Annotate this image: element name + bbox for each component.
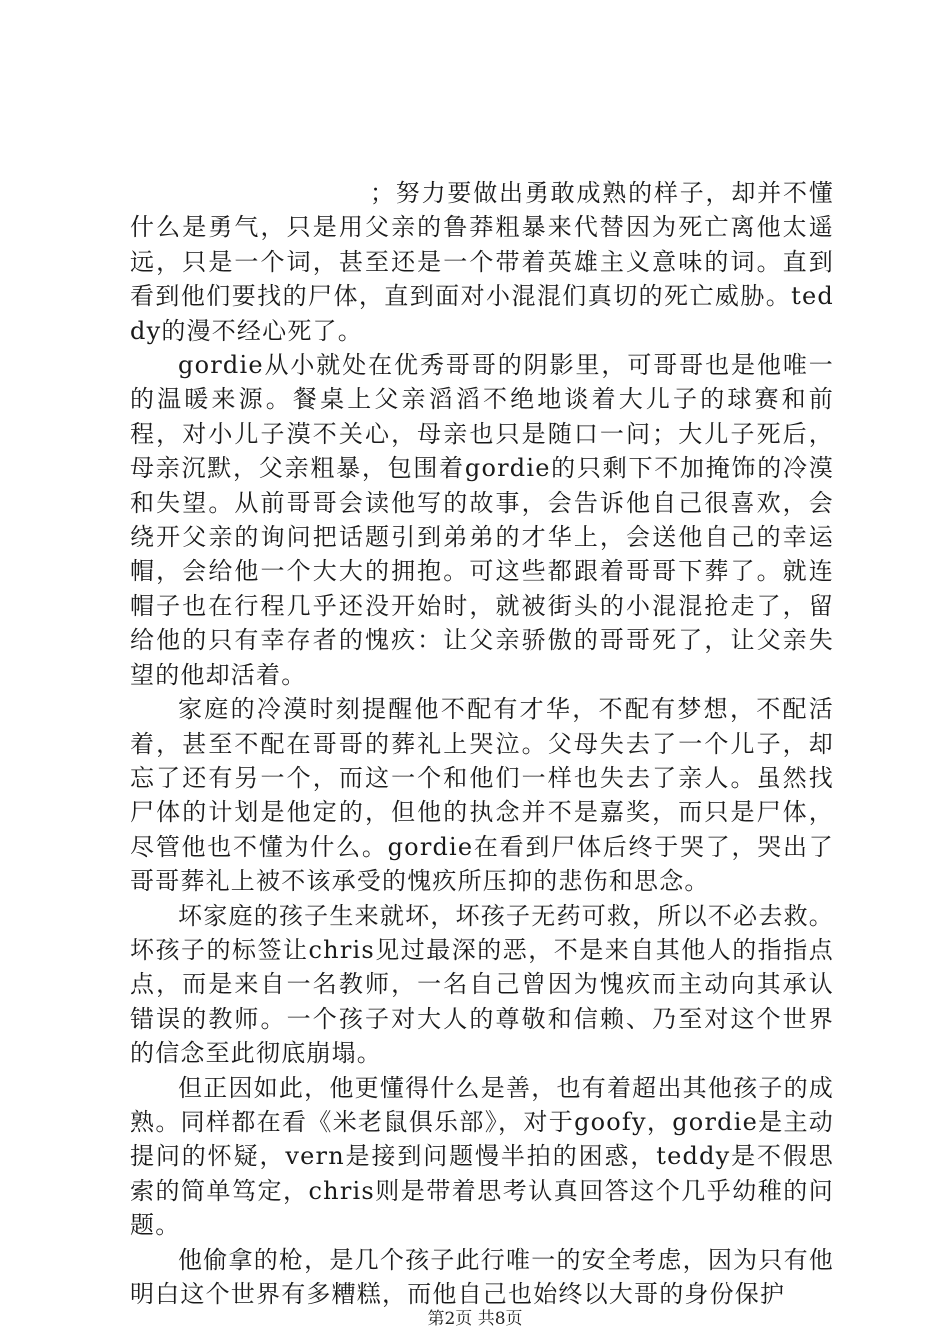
paragraph: 坏家庭的孩子生来就坏，坏孩子无药可救，所以不必去救。坏孩子的标签让chris见过最深的恶，不是来自其他人的指指点点，而是来自一名教师，一名自己曾因为愧疚而主动向其承认错误的教师。一个孩子对大人的尊敬和信赖、乃至对这个世界的信念至此彻底崩塌。 [130,901,834,1068]
paragraph: 但正因如此，他更懂得什么是善，也有着超出其他孩子的成熟。同样都在看《米老鼠俱乐部》，对于goofy，gordie是主动提问的怀疑，vern是接到问题慢半拍的困惑，teddy是不假思索的简单笃定，chris则是带着思考认真回答这个几乎幼稚的问题。 [130,1073,834,1240]
paragraph: ；努力要做出勇敢成熟的样子，却并不懂什么是勇气，只是用父亲的鲁莽粗暴来代替因为死亡离他太遥远，只是一个词，甚至还是一个带着英雄主义意味的词。直到看到他们要找的尸体，直到面对小混混们真切的死亡威胁。teddy的漫不经心死了。 [130,179,834,345]
paragraph: 家庭的冷漠时刻提醒他不配有才华，不配有梦想，不配活着，甚至不配在哥哥的葬礼上哭泣。父母失去了一个儿子，却忘了还有另一个，而这一个和他们一样也失去了亲人。虽然找尸体的计划是他定的，但他的执念并不是嘉奖，而只是尸体，尽管他也不懂为什么。gordie在看到尸体后终于哭了，哭出了哥哥葬礼上被不该承受的愧疚所压抑的悲伤和思念。 [130,695,834,896]
document-body [130,176,834,1311]
page-number-footer: 第2页 共8页 [427,1309,523,1329]
paragraph: 他偷拿的枪，是几个孩子此行唯一的安全考虑，因为只有他明白这个世界有多糟糕，而他自己也始终以大哥的身份保护 [130,1245,834,1308]
paragraph: gordie从小就处在优秀哥哥的阴影里，可哥哥也是他唯一的温暖来源。餐桌上父亲滔滔不绝地谈着大儿子的球赛和前程，对小儿子漠不关心，母亲也只是随口一问；大儿子死后，母亲沉默，父亲粗暴，包围着gordie的只剩下不加掩饰的冷漠和失望。从前哥哥会读他写的故事，会告诉他自己很喜欢，会绕开父亲的询问把话题引到弟弟的才华上，会送他自己的幸运帽，会给他一个大大的拥抱。可这些都跟着哥哥下葬了。就连帽子也在行程几乎还没开始时，就被街头的小混混抢走了，留给他的只有幸存者的愧疚：让父亲骄傲的哥哥死了，让父亲失望的他却活着。 [130,351,834,689]
